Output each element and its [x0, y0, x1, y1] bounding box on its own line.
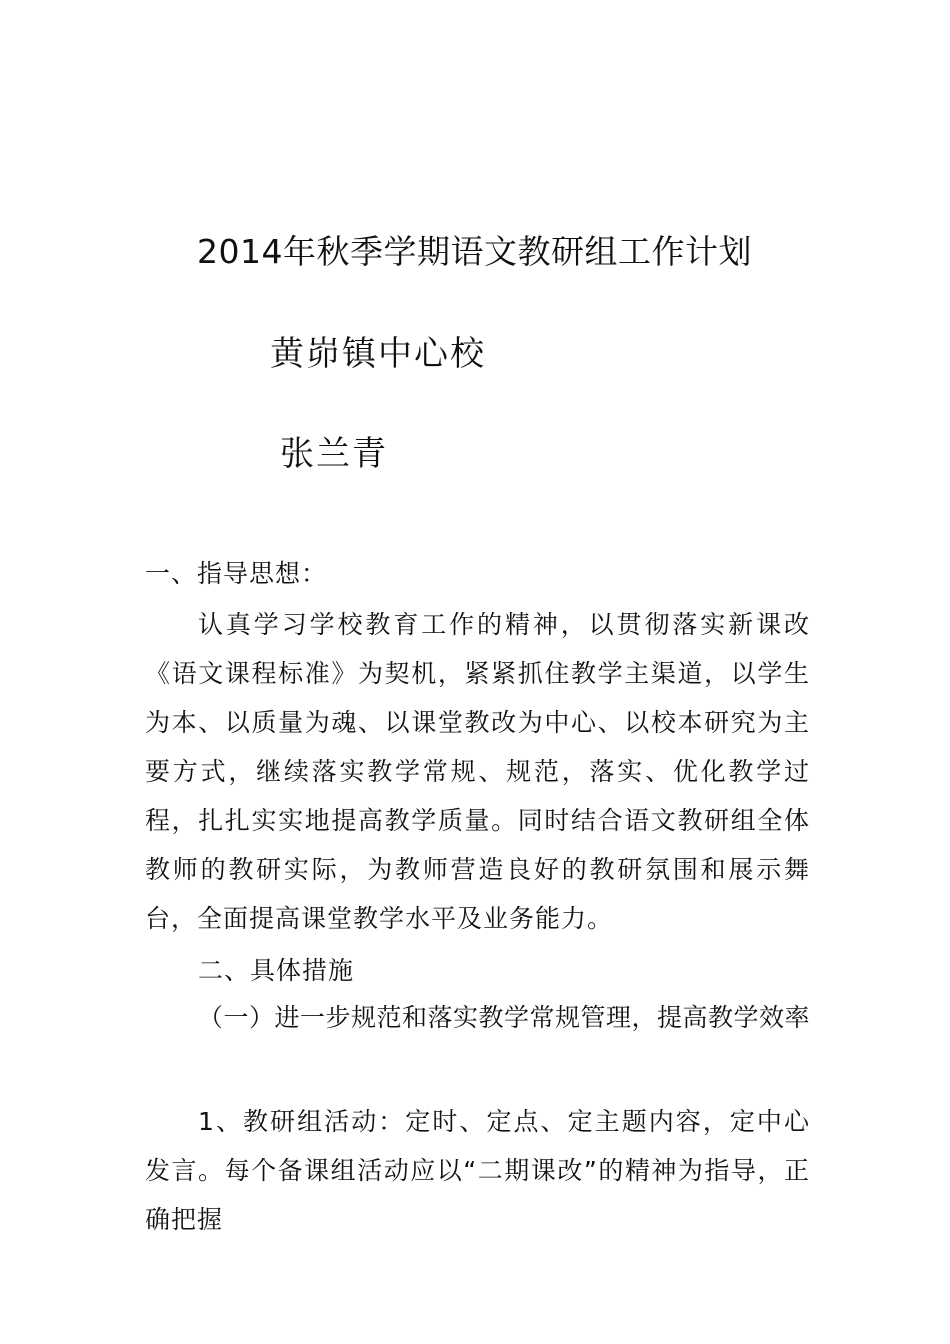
author-name: 张兰青: [280, 434, 388, 474]
item-paragraph-teaching-research: 1、教研组活动：定时、定点、定主题内容，定中心发言。每个备课组活动应以“二期课改”的精神为指导，正确把握: [145, 1107, 810, 1234]
guiding-ideology-paragraph: 认真学习学校教育工作的精神，以贯彻落实新课改《语文课程标准》为契机，紧紧抓住教学主渠道，以学生为本、以质量为魂、以课堂教改为中心、以校本研究为主要方式，继续落实教学常规、规范，落实、优化教学过程，扎扎实实地提高教学质量。同时结合语文教研组全体教师的教研实际，为教师营造良好的教研氛围和展示舞台，全面提高课堂教学水平及业务能力。: [145, 610, 810, 933]
section-heading-guiding-ideology: 一、指导思想：: [145, 559, 328, 588]
school-name: 黄峁镇中心校: [270, 334, 486, 374]
document-title: 2014年秋季学期语文教研组工作计划: [197, 232, 752, 271]
subsection-heading-teaching-routine: （一）进一步规范和落实教学常规管理，提高教学效率: [198, 1003, 811, 1032]
section-heading-measures: 二、具体措施: [198, 956, 355, 985]
